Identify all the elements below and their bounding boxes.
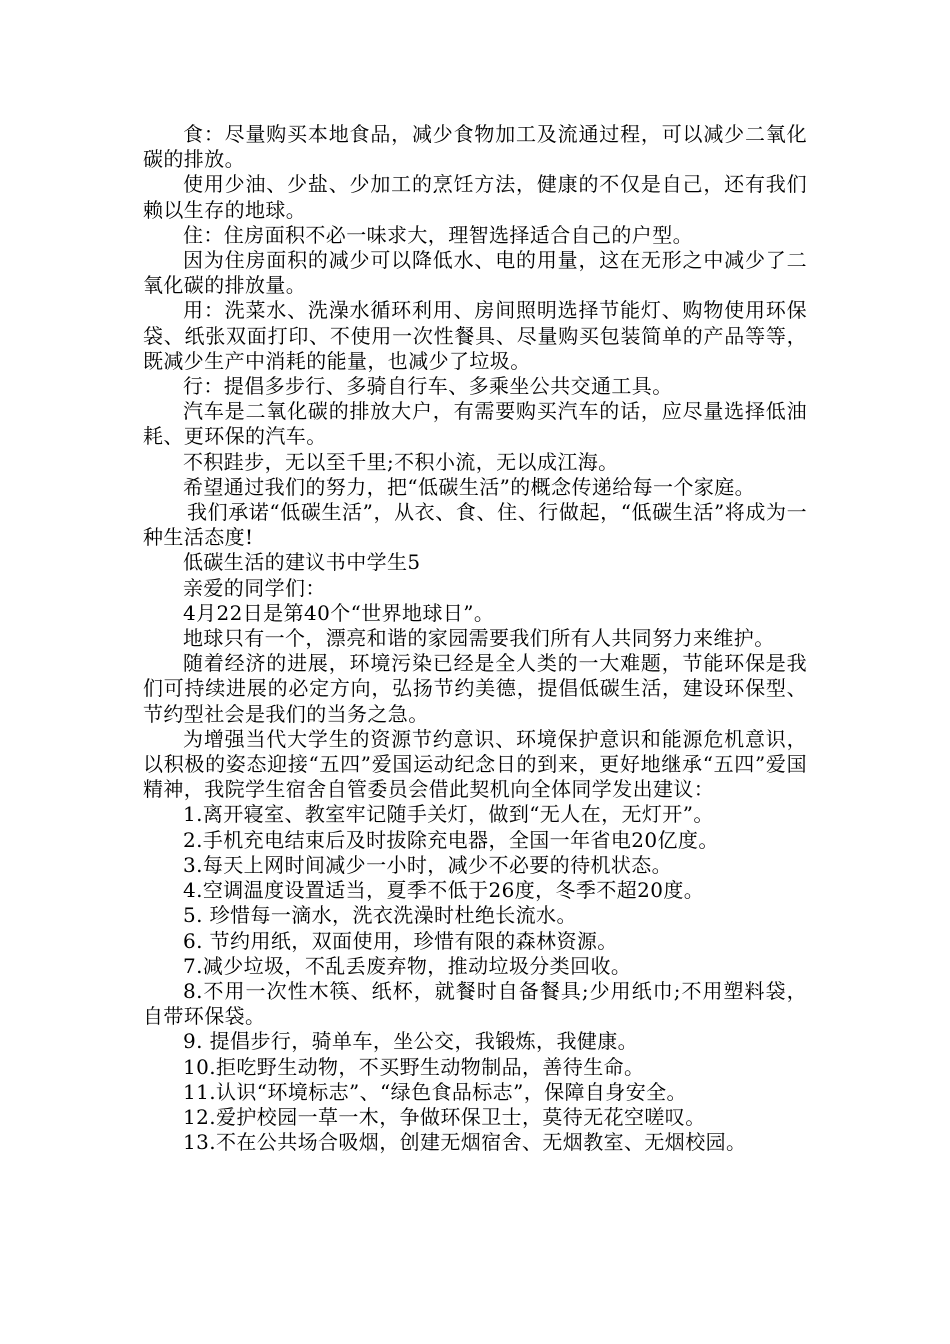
list-item: 3.每天上网时间减少一小时，减少不必要的待机状态。 [183,852,673,877]
paragraph-one-earth: 地球只有一个，漂亮和谐的家园需要我们所有人共同努力来维护。 [183,626,775,651]
list-item: 8.不用一次性木筷、纸杯，就餐时自备餐具;少用纸巾;不用塑料袋，自带环保袋。 [143,978,807,1029]
paragraph-economy: 随着经济的进展，环境污染已经是全人类的一大难题，节能环保是我们可持续进展的必定方向，弘扬节约美德，提倡低碳生活，建设环保型、节约型社会是我们的当务之急。 [143,651,807,726]
list-item: 11.认识“环境标志”、“绿色食品标志”，保障自身安全。 [183,1079,687,1104]
paragraph-earth-day: 4月22日是第40个“世界地球日”。 [183,600,495,625]
salutation: 亲爱的同学们： [183,575,326,600]
paragraph-use: 用：洗菜水、洗澡水循环利用、房间照明选择节能灯、购物使用环保袋、纸张双面打印、不使用一次性餐具、尽量购买包装简单的产品等等，既减少生产中消耗的能量，也减少了垃圾。 [143,298,807,373]
document-page [143,122,807,1155]
list-item: 12.爱护校园一草一木，争做环保卫士，莫待无花空嗟叹。 [183,1104,706,1129]
paragraph-promise: 我们承诺“低碳生活”，从衣、食、住、行做起，“低碳生活”将成为一种生活态度! [143,500,807,550]
list-item: 10.拒吃野生动物，不买野生动物制品，善待生命。 [183,1054,645,1079]
list-item: 1.离开寝室、教室牢记随手关灯，做到“无人在，无灯开”。 [183,802,714,827]
list-item: 9. 提倡步行，骑单车，坐公交，我锻炼，我健康。 [183,1029,639,1054]
list-item: 2.手机充电结束后及时拔除充电器，全国一年省电20亿度。 [183,827,719,852]
paragraph-travel: 行：提倡多步行、多骑自行车、多乘坐公共交通工具。 [183,374,673,399]
paragraph-proposal-intro: 为增强当代大学生的资源节约意识、环境保护意识和能源危机意识，以积极的姿态迎接“五四”爱国运动纪念日的到来，更好地继承“五四”爱国精神，我院学生宿舍自管委员会借此契机向全体同学发出建议： [143,726,807,802]
list-item: 5. 珍惜每一滴水，洗衣洗澡时杜绝长流水。 [183,903,577,928]
paragraph-cooking: 使用少油、少盐、少加工的烹饪方法，健康的不仅是自己，还有我们赖以生存的地球。 [143,172,807,222]
paragraph-housing: 住：住房面积不必一味求大，理智选择适合自己的户型。 [183,222,693,247]
paragraph-housing-reason: 因为住房面积的减少可以降低水、电的用量，这在无形之中减少了二氧化碳的排放量。 [143,248,807,298]
section-heading: 低碳生活的建议书中学生5 [183,550,421,575]
paragraph-hope: 希望通过我们的努力，把“低碳生活”的概念传递给每一个家庭。 [183,474,756,499]
paragraph-proverb: 不积跬步，无以至千里;不积小流，无以成江海。 [183,449,619,474]
list-item: 6. 节约用纸，双面使用，珍惜有限的森林资源。 [183,928,618,953]
paragraph-cars: 汽车是二氧化碳的排放大户，有需要购买汽车的话，应尽量选择低油耗、更环保的汽车。 [143,399,807,449]
list-item: 13.不在公共场合吸烟，创建无烟宿舍、无烟教室、无烟校园。 [183,1130,747,1155]
paragraph-food: 食：尽量购买本地食品，减少食物加工及流通过程，可以减少二氧化碳的排放。 [143,122,807,172]
list-item: 7.减少垃圾，不乱丢废弃物，推动垃圾分类回收。 [183,953,632,978]
list-item: 4.空调温度设置适当，夏季不低于26度，冬季不超20度。 [183,878,705,903]
